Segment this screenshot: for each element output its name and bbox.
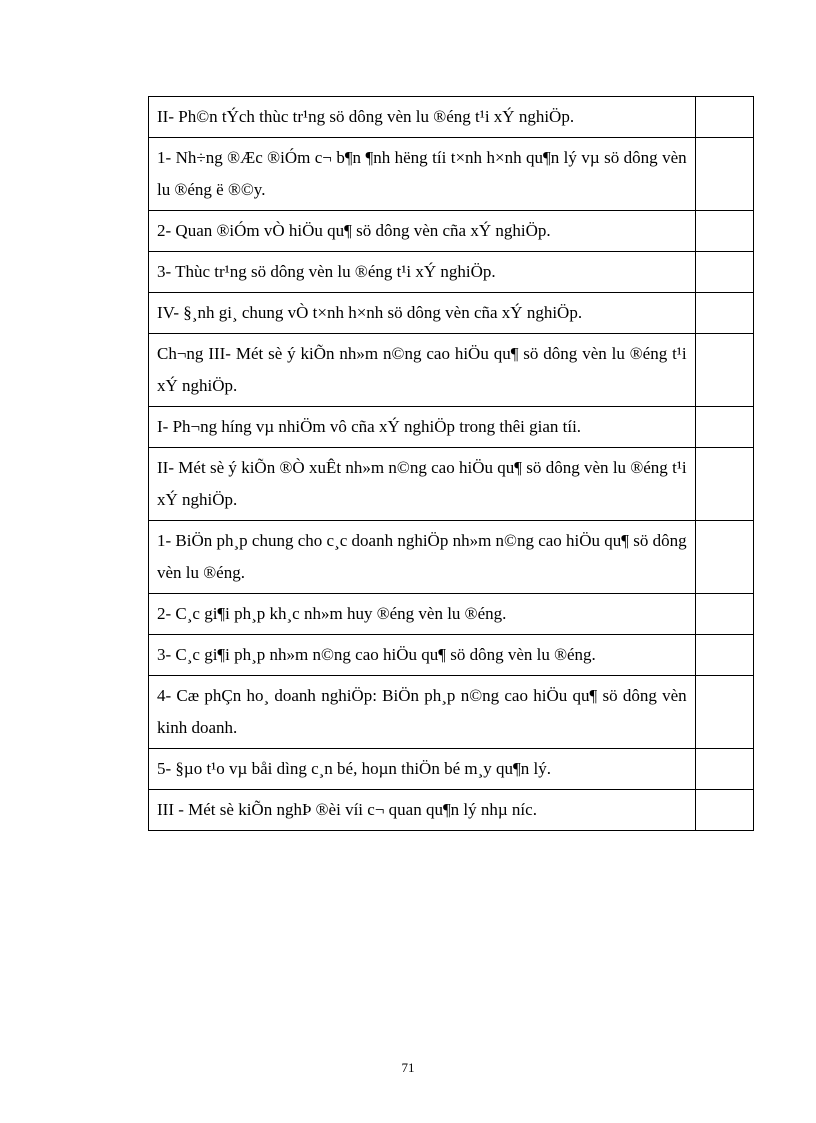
table-row: [149, 97, 754, 138]
toc-entry-page: [695, 448, 753, 521]
table-row: [149, 407, 754, 448]
toc-entry-text: 3- Thùc tr¹ng sö dông vèn lu ®éng t¹i xÝ nghiÖp.: [149, 252, 696, 293]
toc-entry-text: II- Ph©n tÝch thùc tr¹ng sö dông vèn lu ®éng t¹i xÝ nghiÖp.: [149, 97, 696, 138]
toc-entry-page: [695, 676, 753, 749]
table-of-contents: [148, 96, 754, 831]
table-row: [149, 448, 754, 521]
table-row: [149, 334, 754, 407]
table-row: [149, 252, 754, 293]
toc-entry-page: [695, 635, 753, 676]
table-row: [149, 211, 754, 252]
page-number: 71: [401, 1060, 415, 1075]
table-row: [149, 676, 754, 749]
toc-entry-text: 1- Nh÷ng ®Æc ®iÓm c¬ b¶n ¶nh hëng tíi t×nh h×nh qu¶n lý vµ sö dông vèn lu ®éng ë ®©y.: [149, 138, 696, 211]
table-row: [149, 635, 754, 676]
toc-entry-text: III - Mét sè kiÕn nghÞ ®èi víi c¬ quan qu¶n lý nhµ níc.: [149, 790, 696, 831]
toc-entry-text: I- Ph¬ng híng vµ nhiÖm vô cña xÝ nghiÖp trong thêi gian tíi.: [149, 407, 696, 448]
toc-entry-page: [695, 749, 753, 790]
toc-entry-page: [695, 138, 753, 211]
toc-entry-page: [695, 252, 753, 293]
toc-entry-text: 5- §µo t¹o vµ båi dìng c¸n bé, hoµn thiÖn bé m¸y qu¶n lý.: [149, 749, 696, 790]
table-row: [149, 594, 754, 635]
table-row: [149, 293, 754, 334]
toc-entry-page: [695, 407, 753, 448]
toc-entry-text: 2- C¸c gi¶i ph¸p kh¸c nh»m huy ®éng vèn lu ®éng.: [149, 594, 696, 635]
toc-entry-text: 4- Cæ phÇn ho¸ doanh nghiÖp: BiÖn ph¸p n©ng cao hiÖu qu¶ sö dông vèn kinh doanh.: [149, 676, 696, 749]
toc-entry-text: 2- Quan ®iÓm vÒ hiÖu qu¶ sö dông vèn cña xÝ nghiÖp.: [149, 211, 696, 252]
toc-entry-page: [695, 97, 753, 138]
toc-entry-text: Ch¬ng III- Mét sè ý kiÕn nh»m n©ng cao hiÖu qu¶ sö dông vèn lu ®éng t¹i xÝ nghiÖp.: [149, 334, 696, 407]
toc-entry-page: [695, 211, 753, 252]
toc-entry-text: 1- BiÖn ph¸p chung cho c¸c doanh nghiÖp nh»m n©ng cao hiÖu qu¶ sö dông vèn lu ®éng.: [149, 521, 696, 594]
toc-entry-text: 3- C¸c gi¶i ph¸p nh»m n©ng cao hiÖu qu¶ sö dông vèn lu ®éng.: [149, 635, 696, 676]
toc-entry-page: [695, 334, 753, 407]
table-row: [149, 749, 754, 790]
table-row: [149, 790, 754, 831]
table-row: [149, 521, 754, 594]
toc-entry-text: IV- §¸nh gi¸ chung vÒ t×nh h×nh sö dông vèn cña xÝ nghiÖp.: [149, 293, 696, 334]
table-row: [149, 138, 754, 211]
toc-entry-page: [695, 790, 753, 831]
toc-entry-page: [695, 293, 753, 334]
toc-entry-text: II- Mét sè ý kiÕn ®Ò xuÊt nh»m n©ng cao hiÖu qu¶ sö dông vèn lu ®éng t¹i xÝ nghiÖp.: [149, 448, 696, 521]
toc-entry-page: [695, 594, 753, 635]
toc-entry-page: [695, 521, 753, 594]
